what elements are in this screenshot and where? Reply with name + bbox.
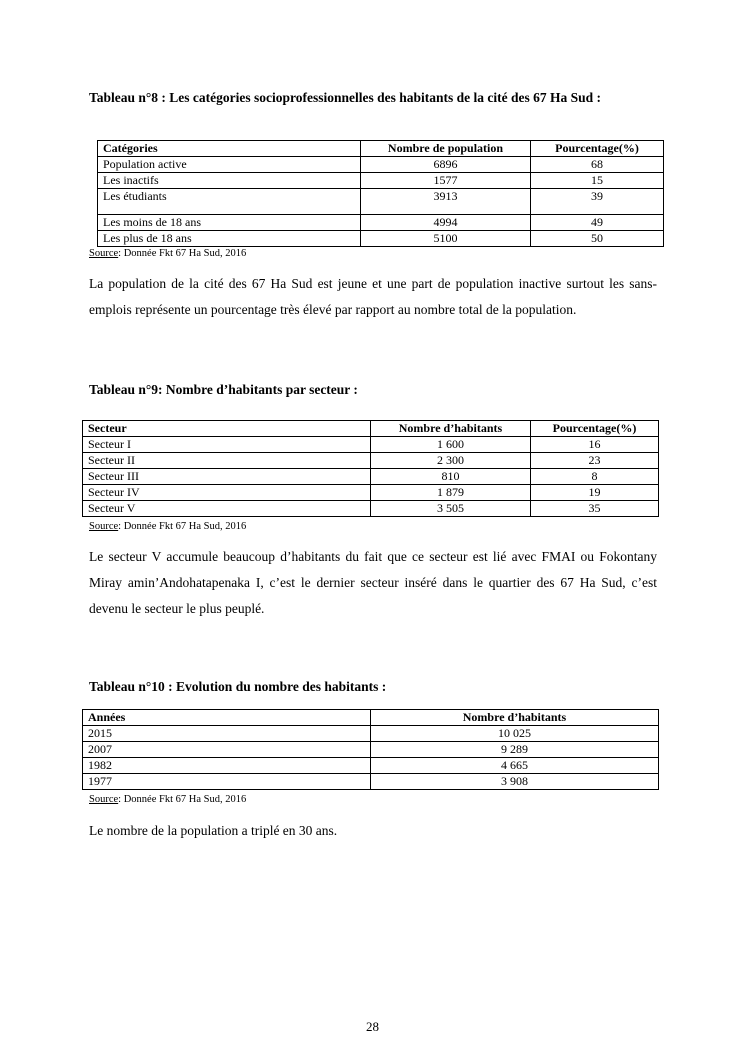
table10-header-habitants: Nombre d’habitants [371, 710, 659, 726]
table-cell: 2007 [83, 742, 371, 758]
table10-title: Tableau n°10 : Evolution du nombre des habitants : [89, 679, 387, 694]
table8 [97, 140, 664, 247]
table-row [83, 469, 659, 485]
table-row [83, 726, 659, 742]
table-cell: 9 289 [371, 742, 659, 758]
table-cell: 1 600 [371, 437, 531, 453]
table-cell: 39 [531, 189, 664, 215]
table-cell: Secteur V [83, 501, 371, 517]
table8-header-categories: Catégories [98, 141, 361, 157]
table8-header-percentage: Pourcentage(%) [531, 141, 664, 157]
table-cell: Les plus de 18 ans [98, 231, 361, 247]
table9-header-habitants: Nombre d’habitants [371, 421, 531, 437]
table9-header-percentage: Pourcentage(%) [531, 421, 659, 437]
table-row [83, 437, 659, 453]
table-cell: 1977 [83, 774, 371, 790]
table-cell: 2 300 [371, 453, 531, 469]
table-cell: 1577 [361, 173, 531, 189]
table-cell: 2015 [83, 726, 371, 742]
table-row [98, 173, 664, 189]
table-cell: 6896 [361, 157, 531, 173]
table-cell: 5100 [361, 231, 531, 247]
paragraph-1: La population de la cité des 67 Ha Sud est jeune et une part de population inactive surtout les sans-emplois représente un pourcentage très élevé par rapport au nombre total de la population. [89, 276, 657, 317]
table-cell: 50 [531, 231, 664, 247]
table10-header-annees: Années [83, 710, 371, 726]
table9-header-secteur: Secteur [83, 421, 371, 437]
table-row [98, 157, 664, 173]
table10 [82, 709, 659, 790]
table-row [98, 231, 664, 247]
table-cell: 8 [531, 469, 659, 485]
table8-header-row [98, 141, 664, 157]
table-row [83, 485, 659, 501]
table-cell: Secteur IV [83, 485, 371, 501]
table9-title: Tableau n°9: Nombre d’habitants par secteur : [89, 382, 358, 397]
table-row [83, 453, 659, 469]
table-cell: 3913 [361, 189, 531, 215]
table8-title: Tableau n°8 : Les catégories socioprofessionnelles des habitants de la cité des 67 Ha Sud : [89, 90, 602, 105]
table-cell: 49 [531, 215, 664, 231]
table9 [82, 420, 659, 517]
table-cell: Les moins de 18 ans [98, 215, 361, 231]
table-cell: 4 665 [371, 758, 659, 774]
table8-source: Source: Donnée Fkt 67 Ha Sud, 2016 [89, 248, 247, 259]
table-cell: 19 [531, 485, 659, 501]
table9-source: Source: Donnée Fkt 67 Ha Sud, 2016 [89, 521, 247, 532]
table-row [98, 215, 664, 231]
table-cell: Les inactifs [98, 173, 361, 189]
table-cell: 3 505 [371, 501, 531, 517]
table-cell: Les étudiants [98, 189, 361, 215]
table-row [83, 758, 659, 774]
table8-header-population: Nombre de population [361, 141, 531, 157]
table-cell: Secteur II [83, 453, 371, 469]
table10-source: Source: Donnée Fkt 67 Ha Sud, 2016 [89, 794, 247, 805]
table-cell: 10 025 [371, 726, 659, 742]
paragraph-3: Le nombre de la population a triplé en 30 ans. [89, 823, 338, 838]
paragraph-2: Le secteur V accumule beaucoup d’habitants du fait que ce secteur est lié avec FMAI ou Fokontany Miray amin’Andohatapenaka I, c’est le dernier secteur inséré dans le quartier des 67 Ha Sud, c’est devenu le secteur le plus peuplé. [89, 549, 657, 616]
table-cell: 4994 [361, 215, 531, 231]
table-cell: 15 [531, 173, 664, 189]
table-cell: Secteur I [83, 437, 371, 453]
table-cell: 1 879 [371, 485, 531, 501]
table-cell: 68 [531, 157, 664, 173]
table-cell: Secteur III [83, 469, 371, 485]
table-row [83, 774, 659, 790]
table9-header-row [83, 421, 659, 437]
table-cell: 35 [531, 501, 659, 517]
table-cell: 23 [531, 453, 659, 469]
table-row [83, 742, 659, 758]
table-cell: 1982 [83, 758, 371, 774]
page-number: 28 [366, 1019, 379, 1034]
table-cell: 3 908 [371, 774, 659, 790]
table-cell: 810 [371, 469, 531, 485]
table-cell: 16 [531, 437, 659, 453]
table-cell: Population active [98, 157, 361, 173]
table-row [98, 189, 664, 215]
table-row [83, 501, 659, 517]
table10-header-row [83, 710, 659, 726]
